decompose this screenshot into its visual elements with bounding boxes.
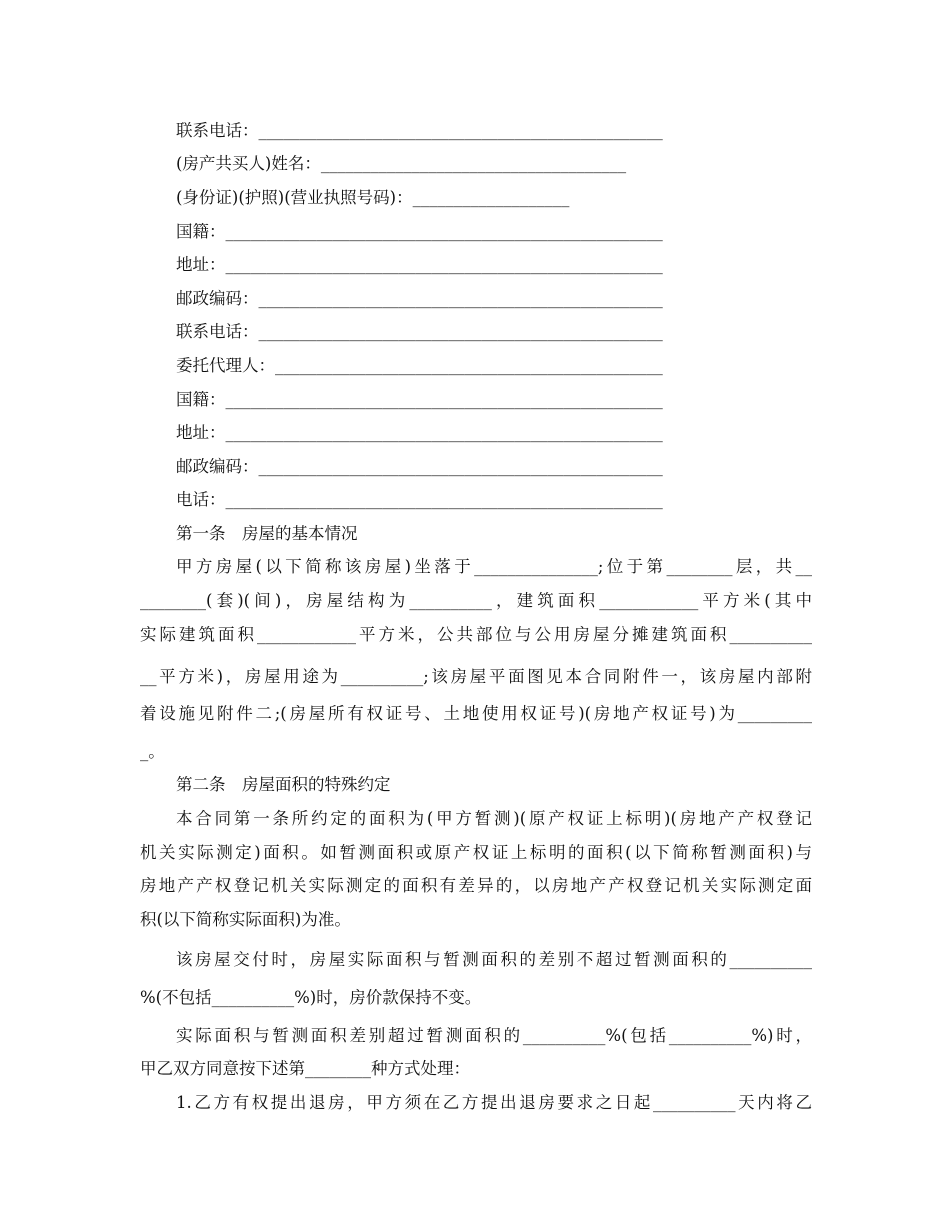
article-2-line: 积(以下简称实际面积)为准。: [140, 910, 351, 929]
nationality-field: [176, 215, 812, 248]
article-2-line: 甲乙双方同意按下述第________种方式处理：: [140, 1059, 470, 1078]
agent-nationality-label: 国籍：_____________________________________________________: [176, 390, 663, 409]
agent-phone-field: [176, 483, 812, 516]
article-2-line: %(不包括__________%)时，房价款保持不变。: [140, 988, 482, 1007]
address-field: [176, 248, 812, 281]
agent-postal-code-field: [176, 450, 812, 483]
contact-phone-label-2: 联系电话：_________________________________________________: [176, 322, 663, 341]
nationality-label: 国籍：_____________________________________________________: [176, 222, 663, 241]
agent-address-field: [176, 416, 812, 449]
article-2-heading: 第二条 房屋面积的特殊约定: [176, 775, 391, 794]
article-1-line: __平方米)，房屋用途为__________;该房屋平面图见本合同附件一，该房屋内部附: [140, 667, 812, 686]
contact-phone-field-2: [176, 315, 812, 348]
contact-phone-label: 联系电话：_________________________________________________: [176, 121, 663, 140]
article-2-line: 本合同第一条所约定的面积为(甲方暂测)(原产权证上标明)(房地产产权登记: [176, 809, 812, 828]
article-2-line: 房地产产权登记机关实际测定的面积有差异的，以房地产产权登记机关实际测定面: [140, 876, 812, 895]
co-buyer-name-label: (房产共买人)姓名：_____________________________________: [176, 154, 627, 173]
postal-code-field: [176, 282, 812, 315]
agent-postal-code-label: 邮政编码：_________________________________________________: [176, 457, 663, 476]
address-label: 地址：_____________________________________________________: [176, 255, 663, 274]
article-1-line: _。: [140, 742, 165, 761]
id-number-field: [176, 181, 812, 214]
article-2-line: 该房屋交付时，房屋实际面积与暂测面积的差别不超过暂测面积的__________: [176, 950, 812, 969]
agent-field: [176, 349, 812, 382]
article-2-line: 机关实际测定)面积。如暂测面积或原产权证上标明的面积(以下简称暂测面积)与: [140, 843, 812, 862]
article-1-line: 实际建筑面积____________平方米，公共部位与公用房屋分摊建筑面积__________: [140, 625, 812, 644]
agent-label: 委托代理人：_______________________________________________: [176, 356, 663, 375]
co-buyer-name-field: [176, 147, 812, 180]
agent-phone-label: 电话：_____________________________________________________: [176, 490, 663, 509]
article-2-line: 实际面积与暂测面积差别超过暂测面积的__________%(包括__________%)时，: [176, 1026, 812, 1045]
article-2-line: 1.乙方有权提出退房，甲方须在乙方提出退房要求之日起__________天内将乙: [176, 1093, 812, 1112]
article-1-heading: 第一条 房屋的基本情况: [176, 524, 358, 543]
contact-phone-field: [176, 114, 812, 147]
article-1-line: ________(套)(间)，房屋结构为__________，建筑面积____________平方米(其中: [140, 591, 812, 610]
postal-code-label: 邮政编码：_________________________________________________: [176, 289, 663, 308]
agent-address-label: 地址：_____________________________________________________: [176, 423, 663, 442]
agent-nationality-field: [176, 383, 812, 416]
id-number-label: (身份证)(护照)(营业执照号码)：___________________: [176, 188, 570, 207]
article-1-line: 甲方房屋(以下简称该房屋)坐落于_______________;位于第________层，共__: [176, 557, 812, 576]
article-1-line: 着设施见附件二;(房屋所有权证号、土地使用权证号)(房地产权证号)为_________: [140, 704, 812, 723]
